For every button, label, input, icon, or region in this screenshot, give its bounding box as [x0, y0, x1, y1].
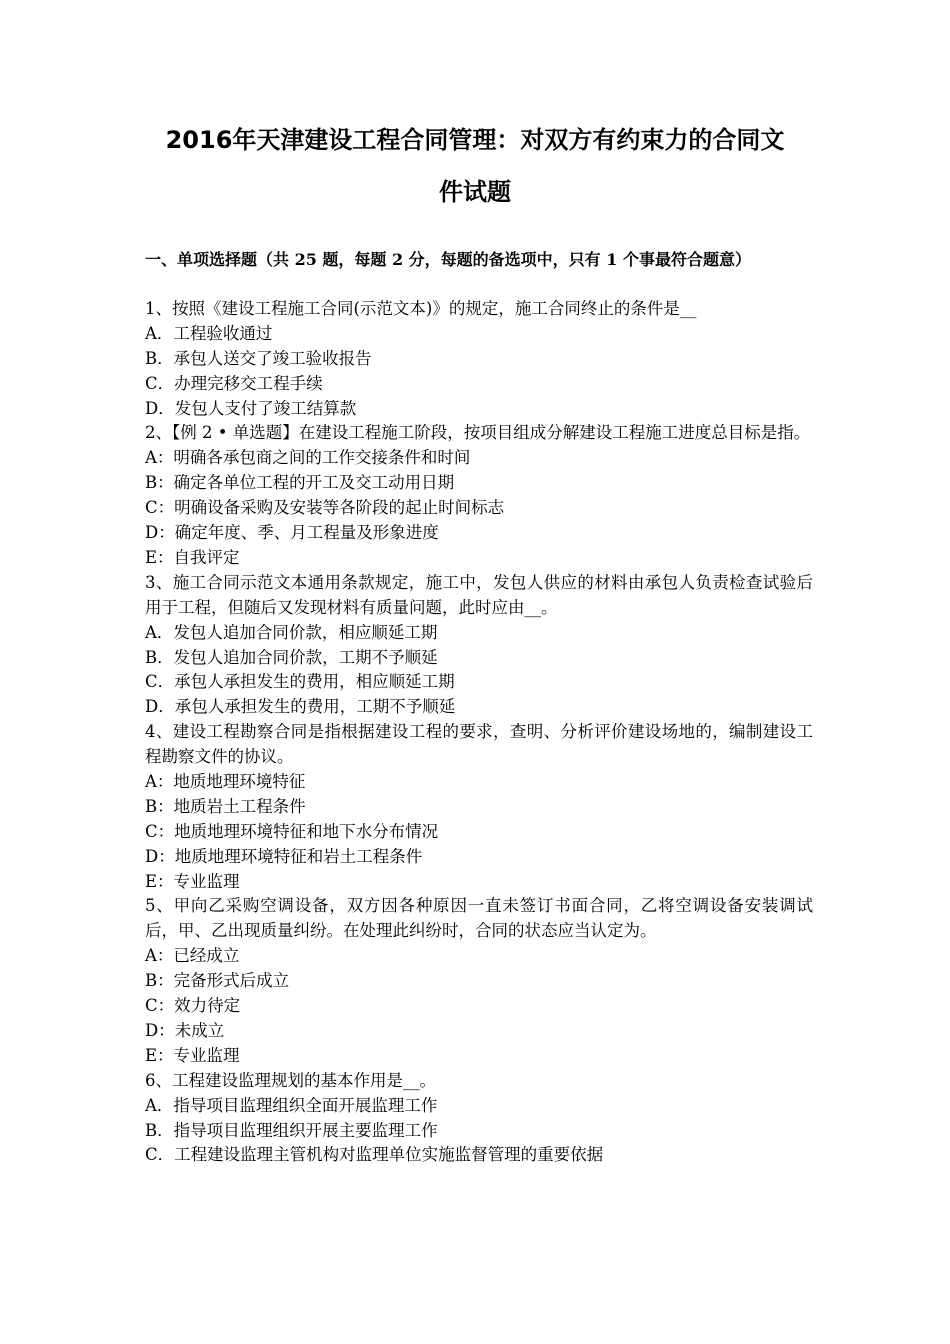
- question-6: [145, 1069, 813, 1169]
- question-list: [145, 297, 813, 1168]
- question-option: B：确定各单位工程的开工及交工动用日期: [145, 473, 455, 493]
- question-text: 5、甲向乙采购空调设备，双方因各种原因一直未签订书面合同，乙将空调设备安装调试后，甲、乙出现质量纠纷。在处理此纠纷时，合同的状态应当认定为。: [145, 896, 813, 941]
- question-option: C．工程建设监理主管机构对监理单位实施监督管理的重要依据: [145, 1145, 604, 1165]
- question-5: [145, 894, 813, 1068]
- question-option: A．指导项目监理组织全面开展监理工作: [145, 1095, 438, 1115]
- question-option: C：地质地理环境特征和地下水分布情况: [145, 821, 439, 841]
- question-option: D．发包人支付了竣工结算款: [145, 398, 357, 418]
- question-option: D：地质地理环境特征和岩土工程条件: [145, 846, 423, 866]
- question-text: 6、工程建设监理规划的基本作用是__。: [145, 1070, 436, 1090]
- question-option: C：效力待定: [145, 996, 241, 1016]
- question-option: D．承包人承担发生的费用，工期不予顺延: [145, 697, 456, 717]
- question-text: 4、建设工程勘察合同是指根据建设工程的要求，查明、分析评价建设场地的，编制建设工程勘察文件的协议。: [145, 722, 813, 767]
- question-option: B．指导项目监理组织开展主要监理工作: [145, 1120, 438, 1140]
- question-text: 3、施工合同示范文本通用条款规定，施工中，发包人供应的材料由承包人负责检查试验后用于工程，但随后又发现材料有质量问题，此时应由__。: [145, 572, 813, 617]
- question-option: A：明确各承包商之间的工作交接条件和时间: [145, 448, 471, 468]
- section-heading: 一、单项选择题（共 25 题，每题 2 分，每题的备选项中，只有 1 个事最符合题意）: [145, 250, 751, 269]
- question-4: [145, 720, 813, 894]
- question-option: E：专业监理: [145, 871, 240, 891]
- question-option: D：未成立: [145, 1020, 225, 1040]
- question-1: [145, 297, 813, 421]
- question-option: C．承包人承担发生的费用，相应顺延工期: [145, 672, 455, 692]
- question-option: E：专业监理: [145, 1045, 240, 1065]
- question-option: A．发包人追加合同价款，相应顺延工期: [145, 622, 438, 642]
- question-option: A．工程验收通过: [145, 323, 273, 343]
- question-option: C：明确设备采购及安装等各阶段的起止时间标志: [145, 498, 505, 518]
- question-option: E：自我评定: [145, 547, 240, 567]
- document-title-line-1: 2016年天津建设工程合同管理：对双方有约束力的合同文: [165, 126, 785, 154]
- question-2: [145, 421, 813, 570]
- question-3: [145, 571, 813, 720]
- question-option: A：地质地理环境特征: [145, 772, 306, 791]
- question-option: B．承包人送交了竣工验收报告: [145, 348, 372, 368]
- question-text: 2、【例 2 • 单选题】在建设工程施工阶段，按项目组成分解建设工程施工进度总目标是指。: [145, 423, 811, 443]
- question-option: B．发包人追加合同价款，工期不予顺延: [145, 647, 438, 667]
- question-text: 1、按照《建设工程施工合同(示范文本)》的规定，施工合同终止的条件是__: [145, 299, 697, 318]
- document-title-line-2: 件试题: [439, 178, 511, 206]
- question-option: D：确定年度、季、月工程量及形象进度: [145, 523, 439, 543]
- question-option: A：已经成立: [145, 946, 240, 966]
- question-option: C．办理完移交工程手续: [145, 373, 323, 393]
- question-option: B：完备形式后成立: [145, 971, 290, 991]
- question-option: B：地质岩土工程条件: [145, 796, 306, 816]
